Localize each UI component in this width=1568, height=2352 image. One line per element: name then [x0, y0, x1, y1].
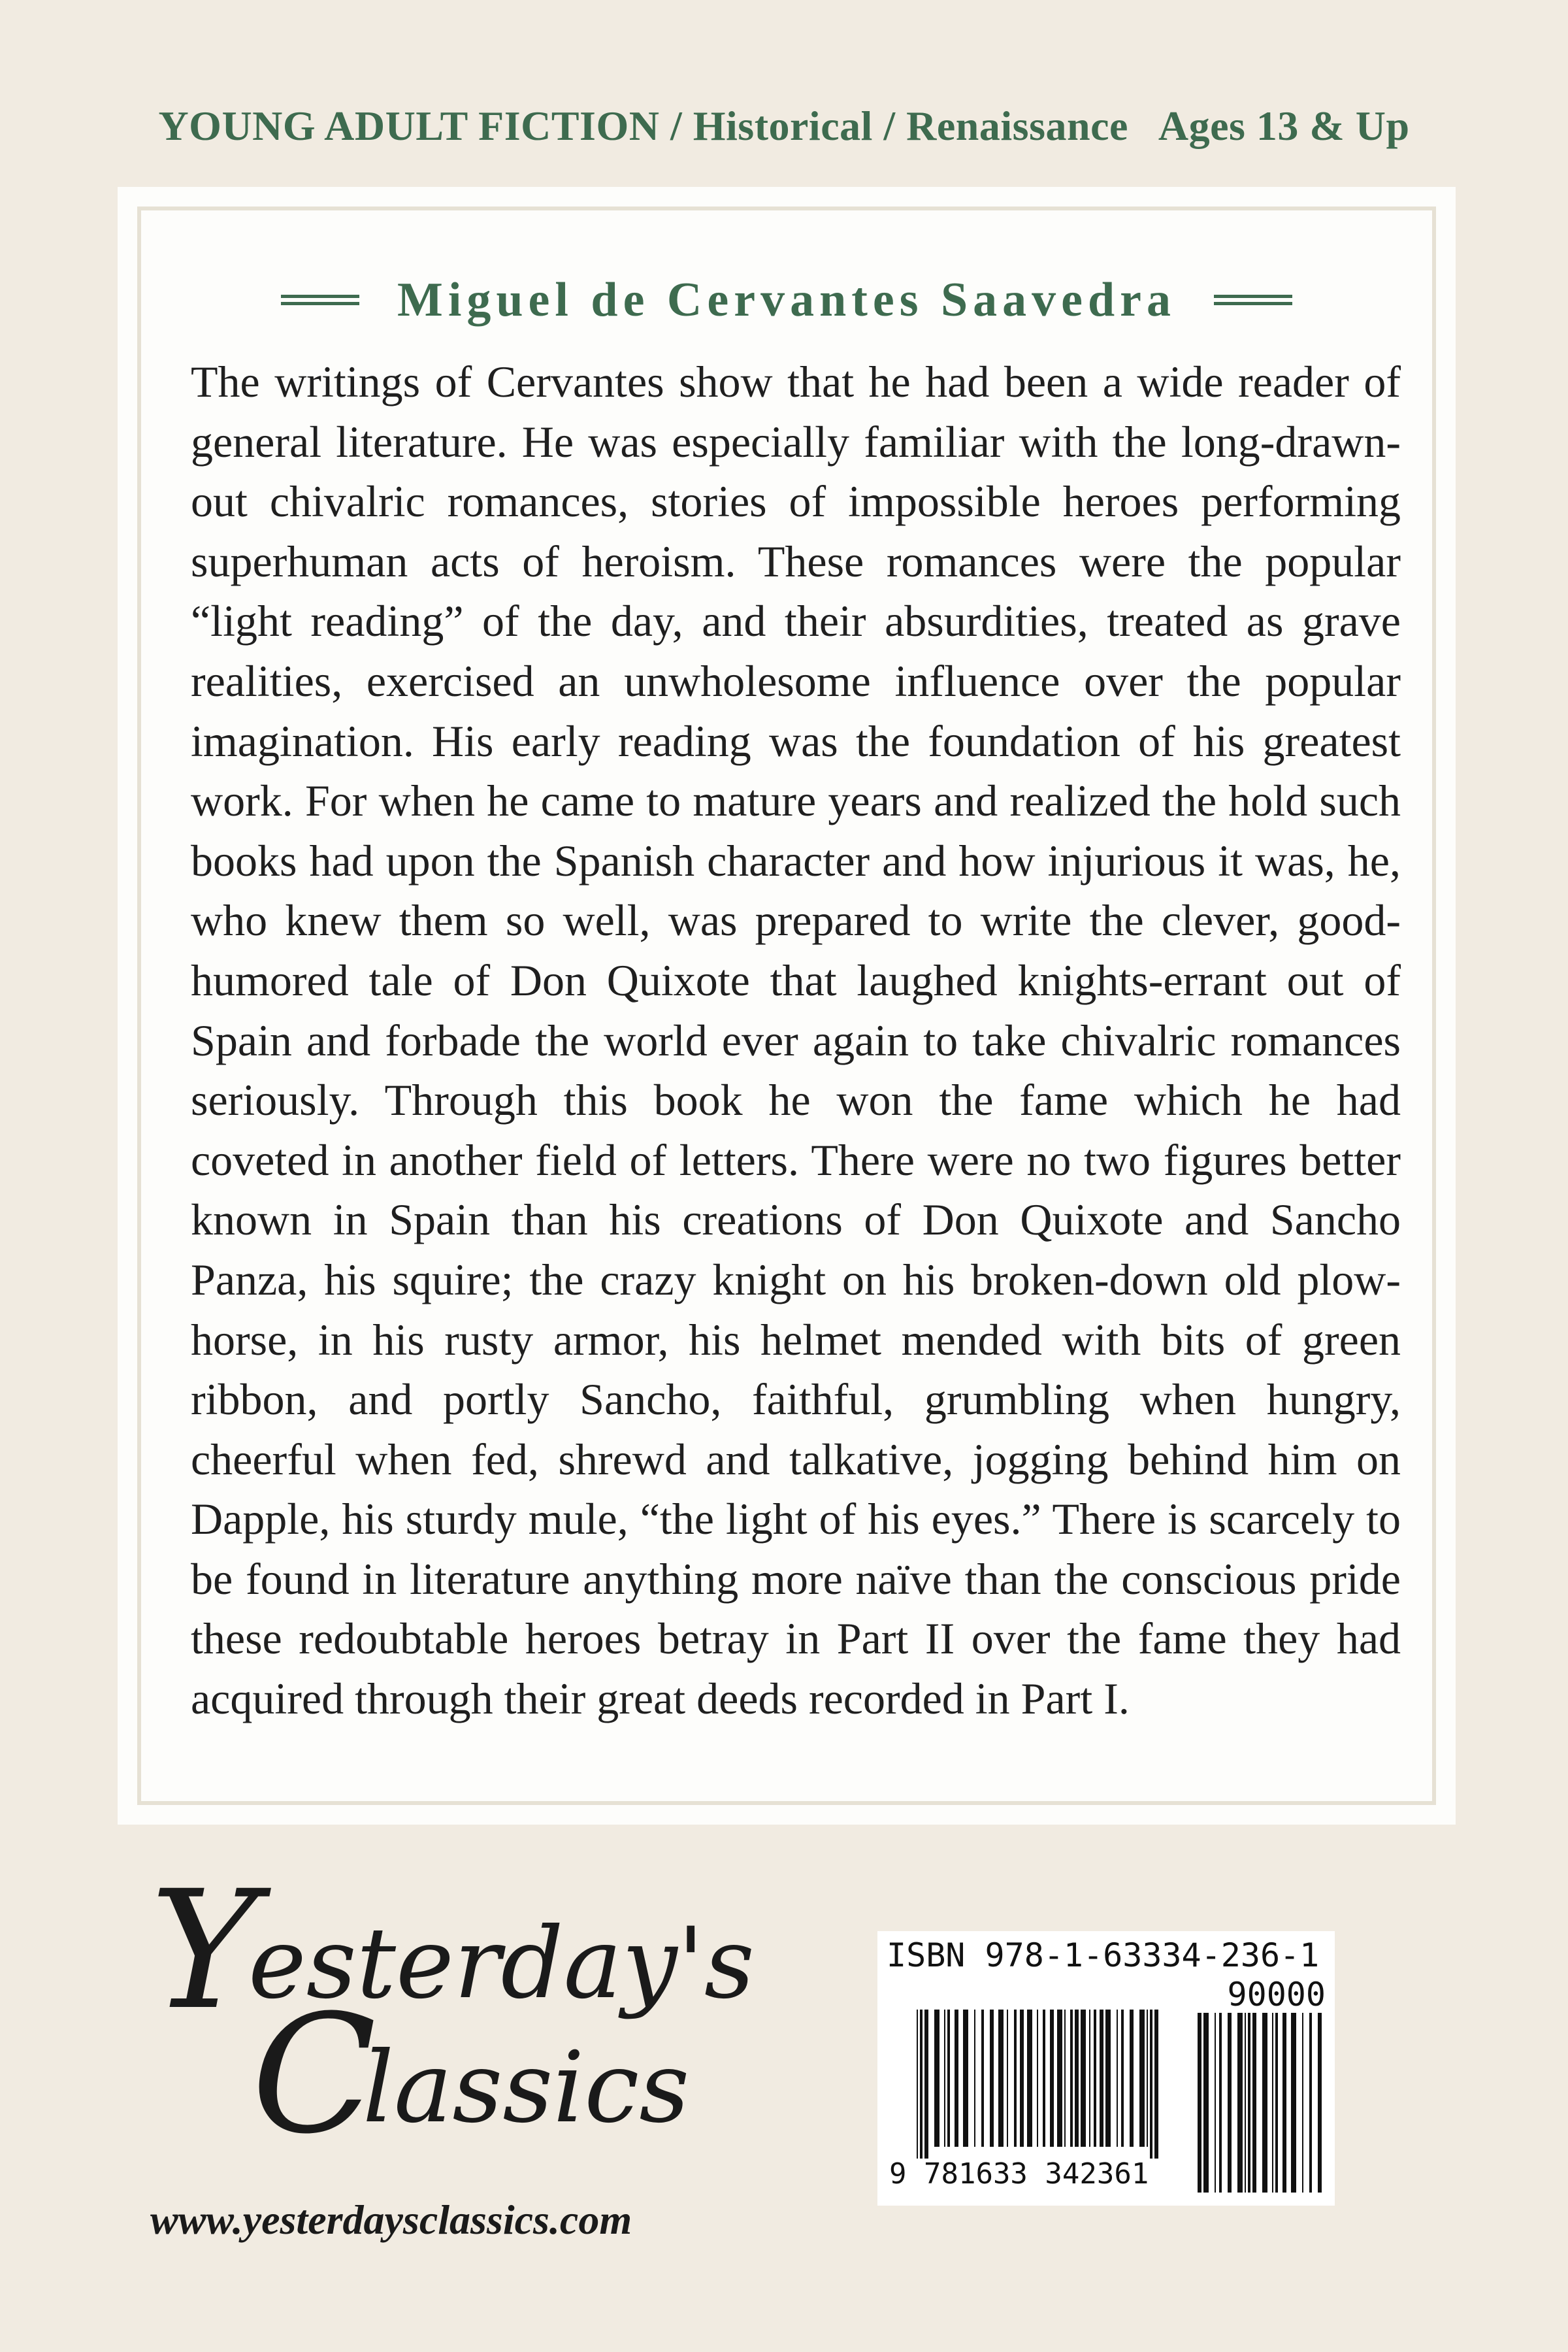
barcode-bar	[955, 2010, 958, 2147]
book-description: The writings of Cervantes show that he had been a wide reader of general literature. He was especially familiar with the long-drawn-out chivalric romances, stories of impossible heroes performing superhuman acts of heroism. These romances were the popular “light reading” of the day, and their absurdities, treated as grave realities, exercised an unwholesome influence over the popular imagination. His early reading was the foundation of his greatest work. For when he came to mature years and realized the hold such books had upon the Spanish character and how injurious it was, he, who knew them so well, was prepared to write the clever, good-humored tale of Don Quixote that laughed knights-errant out of Spain and forbade the world ever again to take chivalric romances seriously. Through this book he won the fame which he had coveted in another field of letters. There were no two figures better known in Spain than his creations of Don Quixote and Sancho Panza, his squire; the crazy knight on his broken-down old plow-horse, in his rusty armor, his helmet mended with bits of green ribbon, and portly Sancho, faithful, grumbling when hungry, cheerful when fed, shrewd and talkative, jogging behind him on Dapple, his sturdy mule, “the light of his eyes.” There is scarcely to be found in literature anything more naïve than the conscious pride these redoubtable heroes betray in Part II over the fame they had acquired through their great deeds recorded in Part I.	[191, 357, 1401, 1724]
barcode-bar	[1121, 2010, 1124, 2147]
category-line	[0, 102, 1568, 150]
barcode-bar	[1100, 2010, 1103, 2147]
barcode-bar	[1064, 2010, 1066, 2147]
barcode-bar	[1027, 2010, 1032, 2147]
panel-border	[137, 207, 1436, 1805]
barcode-bar	[1147, 2010, 1148, 2147]
barcode-bar	[981, 2010, 984, 2147]
barcode-bar	[1198, 2013, 1201, 2193]
barcode-bar	[917, 2010, 918, 2159]
logo-word-yesterdays: esterday's	[248, 1907, 755, 2021]
barcode-bar	[1282, 2013, 1286, 2193]
barcode-bar	[1215, 2013, 1216, 2193]
logo-initial-y: Y	[150, 1855, 259, 2046]
barcode-bar	[1219, 2013, 1222, 2193]
right-ornament-rule	[1214, 295, 1292, 305]
barcode-bar	[924, 2010, 928, 2159]
barcode-bar	[1070, 2010, 1073, 2147]
barcode-bar	[1130, 2010, 1134, 2147]
barcode-bar	[1117, 2010, 1118, 2147]
barcode-bar	[990, 2010, 994, 2147]
barcode-digits: 9 781633 342361	[889, 2157, 1149, 2191]
barcode-bar	[1252, 2013, 1256, 2193]
publisher-website: www.yesterdaysclassics.com	[150, 2196, 632, 2243]
price-code: 90000	[1227, 1976, 1326, 2013]
barcode-bar	[1089, 2010, 1090, 2147]
age-range-label: Ages 13 & Up	[1158, 103, 1410, 149]
barcode-bar	[963, 2010, 968, 2147]
isbn-barcode-block	[877, 1931, 1335, 2206]
barcode-bar	[1275, 2013, 1278, 2193]
barcode-bar	[1154, 2010, 1158, 2159]
barcode-bar	[1043, 2010, 1045, 2147]
description-panel	[118, 187, 1456, 1825]
author-heading	[141, 264, 1432, 336]
barcode-bar	[1020, 2010, 1024, 2147]
barcode-bar	[1007, 2010, 1008, 2147]
author-name: Miguel de Cervantes Saavedra	[397, 273, 1177, 327]
barcode-bar	[1014, 2010, 1017, 2147]
genre-label: YOUNG ADULT FICTION / Historical / Renaissance	[158, 103, 1128, 149]
left-ornament-rule	[281, 295, 359, 305]
barcode-bar	[1139, 2010, 1145, 2147]
barcode-bar	[920, 2010, 923, 2159]
barcode-bar	[1302, 2013, 1303, 2193]
barcode-bar	[1203, 2013, 1209, 2193]
barcode-bar	[1245, 2013, 1246, 2193]
barcode-bar	[1075, 2010, 1079, 2147]
barcode-bar	[998, 2010, 1004, 2147]
publisher-logo	[150, 1855, 755, 2176]
barcode-bar	[1081, 2010, 1086, 2147]
barcode-bar	[944, 2010, 945, 2147]
barcode-bar	[1272, 2013, 1273, 2193]
barcode-bar	[1150, 2010, 1152, 2159]
barcode-bar	[934, 2010, 939, 2147]
barcode-bar	[1105, 2010, 1111, 2147]
barcode-bar	[1309, 2013, 1312, 2193]
barcode-bar	[1237, 2013, 1243, 2193]
barcode-bar	[1094, 2010, 1096, 2147]
isbn-label: ISBN 978-1-63334-236-1	[887, 1936, 1320, 1974]
barcode-bar	[1228, 2013, 1232, 2193]
barcode-bar	[1318, 2013, 1322, 2193]
logo-word-classics: lassics	[363, 2031, 690, 2145]
barcode-bar	[1050, 2010, 1054, 2147]
barcode-bar	[947, 2010, 950, 2147]
logo-initial-c: C	[252, 1979, 377, 2170]
barcode-bar	[1248, 2013, 1250, 2193]
barcode-bar	[1291, 2013, 1296, 2193]
barcode-bar	[974, 2010, 975, 2147]
barcode-bar	[1057, 2010, 1062, 2147]
barcode-bar	[1037, 2010, 1038, 2147]
barcode-bar	[1262, 2013, 1267, 2193]
